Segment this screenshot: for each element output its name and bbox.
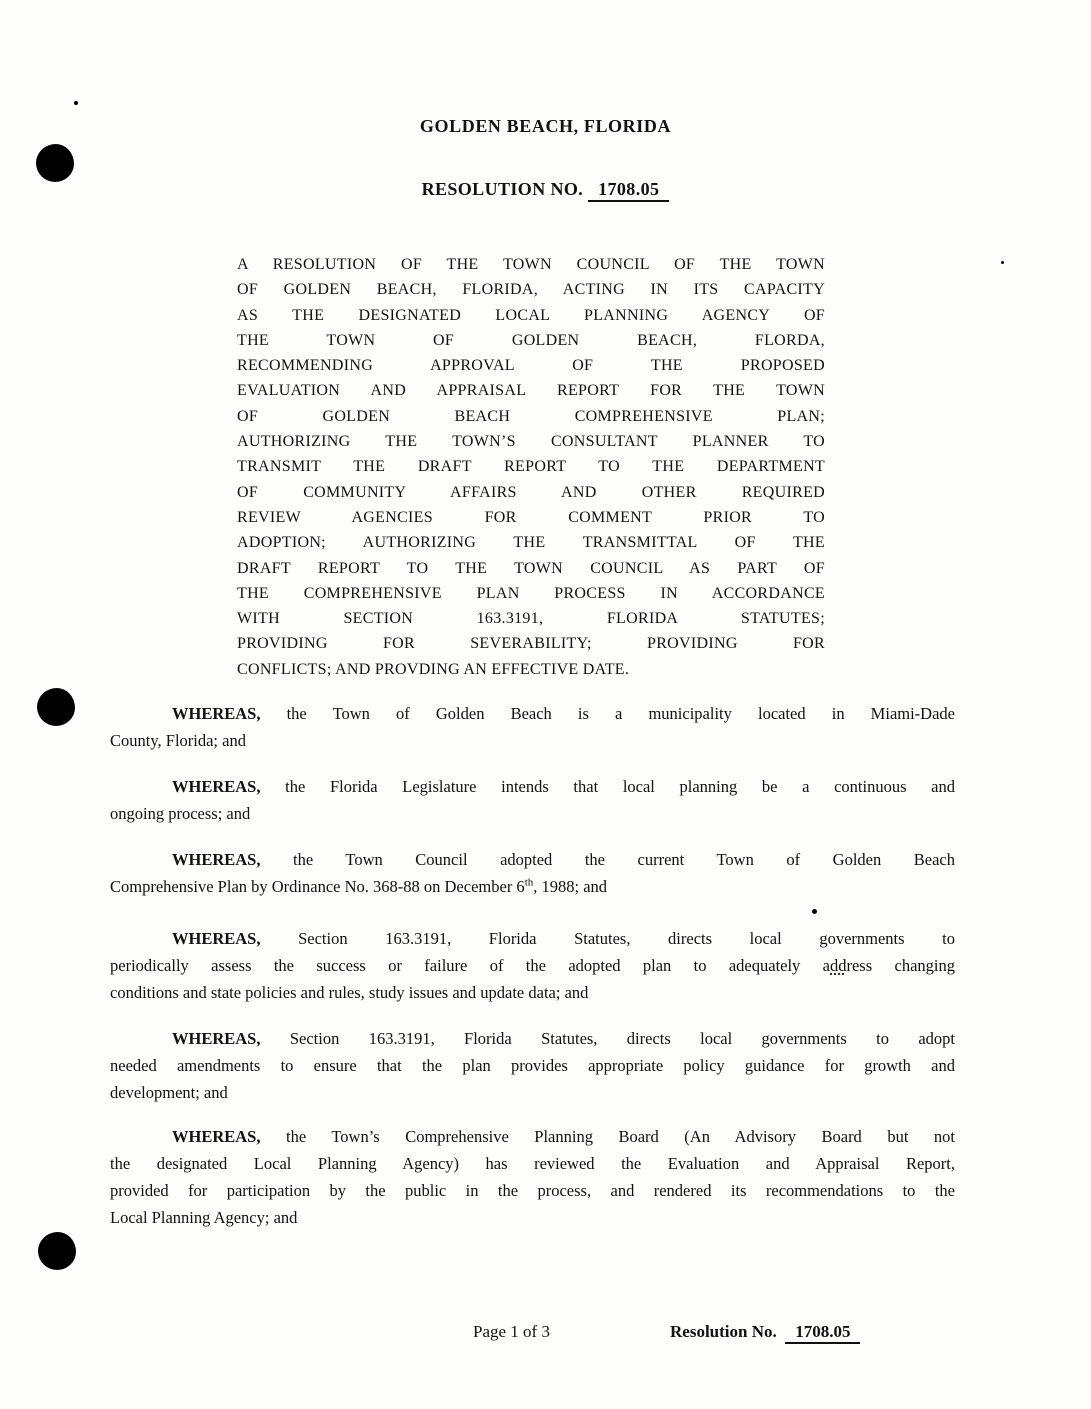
hole-punch-mark	[37, 688, 75, 726]
title-line: ADOPTION; AUTHORIZING THE TRANSMITTAL OF THE	[237, 534, 825, 552]
paragraph-line	[110, 1123, 955, 1150]
whereas-keyword: WHEREAS,	[172, 704, 261, 723]
whereas-keyword: WHEREAS,	[172, 1029, 261, 1048]
title-line: OF GOLDEN BEACH COMPREHENSIVE PLAN;	[237, 407, 825, 425]
line-text: the Town Council adopted the current Town of Golden Beach	[260, 850, 955, 869]
paragraph-line	[110, 1025, 955, 1052]
resolution-number-heading	[0, 179, 1091, 200]
paragraph-line: conditions and state policies and rules, study issues and update data; and	[110, 983, 589, 1002]
whereas-paragraph	[110, 925, 955, 1006]
whereas-paragraph	[110, 846, 955, 900]
hole-punch-mark	[38, 1232, 76, 1270]
title-line: OF COMMUNITY AFFAIRS AND OTHER REQUIRED	[237, 483, 825, 501]
resolution-title-block	[237, 252, 825, 682]
whereas-keyword: WHEREAS,	[172, 777, 261, 796]
footer-resolution-number	[670, 1322, 860, 1342]
paragraph-line	[110, 773, 955, 800]
line-text: the Town of Golden Beach is a municipality located in Miami-Dade	[260, 704, 955, 723]
title-line: EVALUATION AND APPRAISAL REPORT FOR THE TOWN	[237, 382, 825, 400]
line-text: Comprehensive Plan by Ordinance No. 368-88 on December 6	[110, 877, 525, 896]
paragraph-line: needed amendments to ensure that the plan provides appropriate policy guidance for growth and	[110, 1056, 955, 1075]
paragraph-line	[110, 925, 955, 952]
whereas-paragraph	[110, 773, 955, 827]
title-line: DRAFT REPORT TO THE TOWN COUNCIL AS PART OF	[237, 559, 825, 577]
document-title: GOLDEN BEACH, FLORIDA	[419, 116, 672, 136]
paragraph-line: periodically assess the success or failure of the adopted plan to adequately address changing	[110, 956, 955, 975]
title-line: PROVIDING FOR SEVERABILITY; PROVIDING FOR	[237, 635, 825, 653]
footer-resolution-label: Resolution No.	[670, 1322, 777, 1341]
whereas-keyword: WHEREAS,	[172, 850, 261, 869]
scan-speck	[812, 909, 817, 914]
title-line: THE TOWN OF GOLDEN BEACH, FLORDA,	[237, 331, 825, 349]
resolution-label: RESOLUTION NO.	[421, 179, 584, 199]
line-text: the Florida Legislature intends that local planning be a continuous and	[260, 777, 955, 796]
title-line: A RESOLUTION OF THE TOWN COUNCIL OF THE TOWN	[237, 256, 825, 273]
title-line: TRANSMIT THE DRAFT REPORT TO THE DEPARTMENT	[237, 458, 825, 476]
title-line: RECOMMENDING APPROVAL OF THE PROPOSED	[237, 357, 825, 375]
paragraph-line: Local Planning Agency; and	[110, 1208, 298, 1227]
paragraph-line	[110, 700, 955, 727]
paragraph-line: County, Florida; and	[110, 731, 246, 750]
title-line: OF GOLDEN BEACH, FLORIDA, ACTING IN ITS CAPACITY	[237, 281, 825, 299]
title-line: WITH SECTION 163.3191, FLORIDA STATUTES;	[237, 610, 825, 628]
ordinal-superscript: th	[524, 876, 534, 889]
line-text: , 1988; and	[533, 877, 608, 896]
title-line: AS THE DESIGNATED LOCAL PLANNING AGENCY OF	[237, 306, 825, 324]
footer-resolution-value: 1708.05	[785, 1322, 860, 1344]
page-indicator: Page 1 of 3	[473, 1322, 550, 1341]
whereas-paragraph	[110, 1025, 955, 1106]
whereas-paragraph	[110, 1123, 955, 1231]
line-text: the Town’s Comprehensive Planning Board (An Advisory Board but not	[260, 1127, 955, 1146]
scan-speck	[1001, 261, 1004, 264]
hole-punch-mark	[36, 144, 74, 182]
whereas-paragraph	[110, 700, 955, 754]
paragraph-line: the designated Local Planning Agency) has reviewed the Evaluation and Appraisal Report,	[110, 1154, 955, 1173]
paragraph-line	[110, 873, 955, 900]
title-line: CONFLICTS; AND PROVDING AN EFFECTIVE DATE.	[237, 660, 630, 678]
paragraph-line: ongoing process; and	[110, 804, 251, 823]
title-line: THE COMPREHENSIVE PLAN PROCESS IN ACCORDANCE	[237, 584, 825, 602]
whereas-keyword: WHEREAS,	[172, 1127, 261, 1146]
scan-speck	[74, 101, 78, 105]
line-text: Section 163.3191, Florida Statutes, directs local governments to	[260, 929, 955, 948]
title-line: REVIEW AGENCIES FOR COMMENT PRIOR TO	[237, 508, 825, 526]
resolution-number: 1708.05	[588, 179, 669, 202]
paragraph-line: provided for participation by the public in the process, and rendered its recommendations to the	[110, 1181, 955, 1200]
paragraph-line	[110, 846, 955, 873]
title-line: AUTHORIZING THE TOWN’S CONSULTANT PLANNER TO	[237, 433, 825, 451]
whereas-keyword: WHEREAS,	[172, 929, 261, 948]
line-text: Section 163.3191, Florida Statutes, directs local governments to adopt	[260, 1029, 955, 1048]
paragraph-line: development; and	[110, 1083, 228, 1102]
